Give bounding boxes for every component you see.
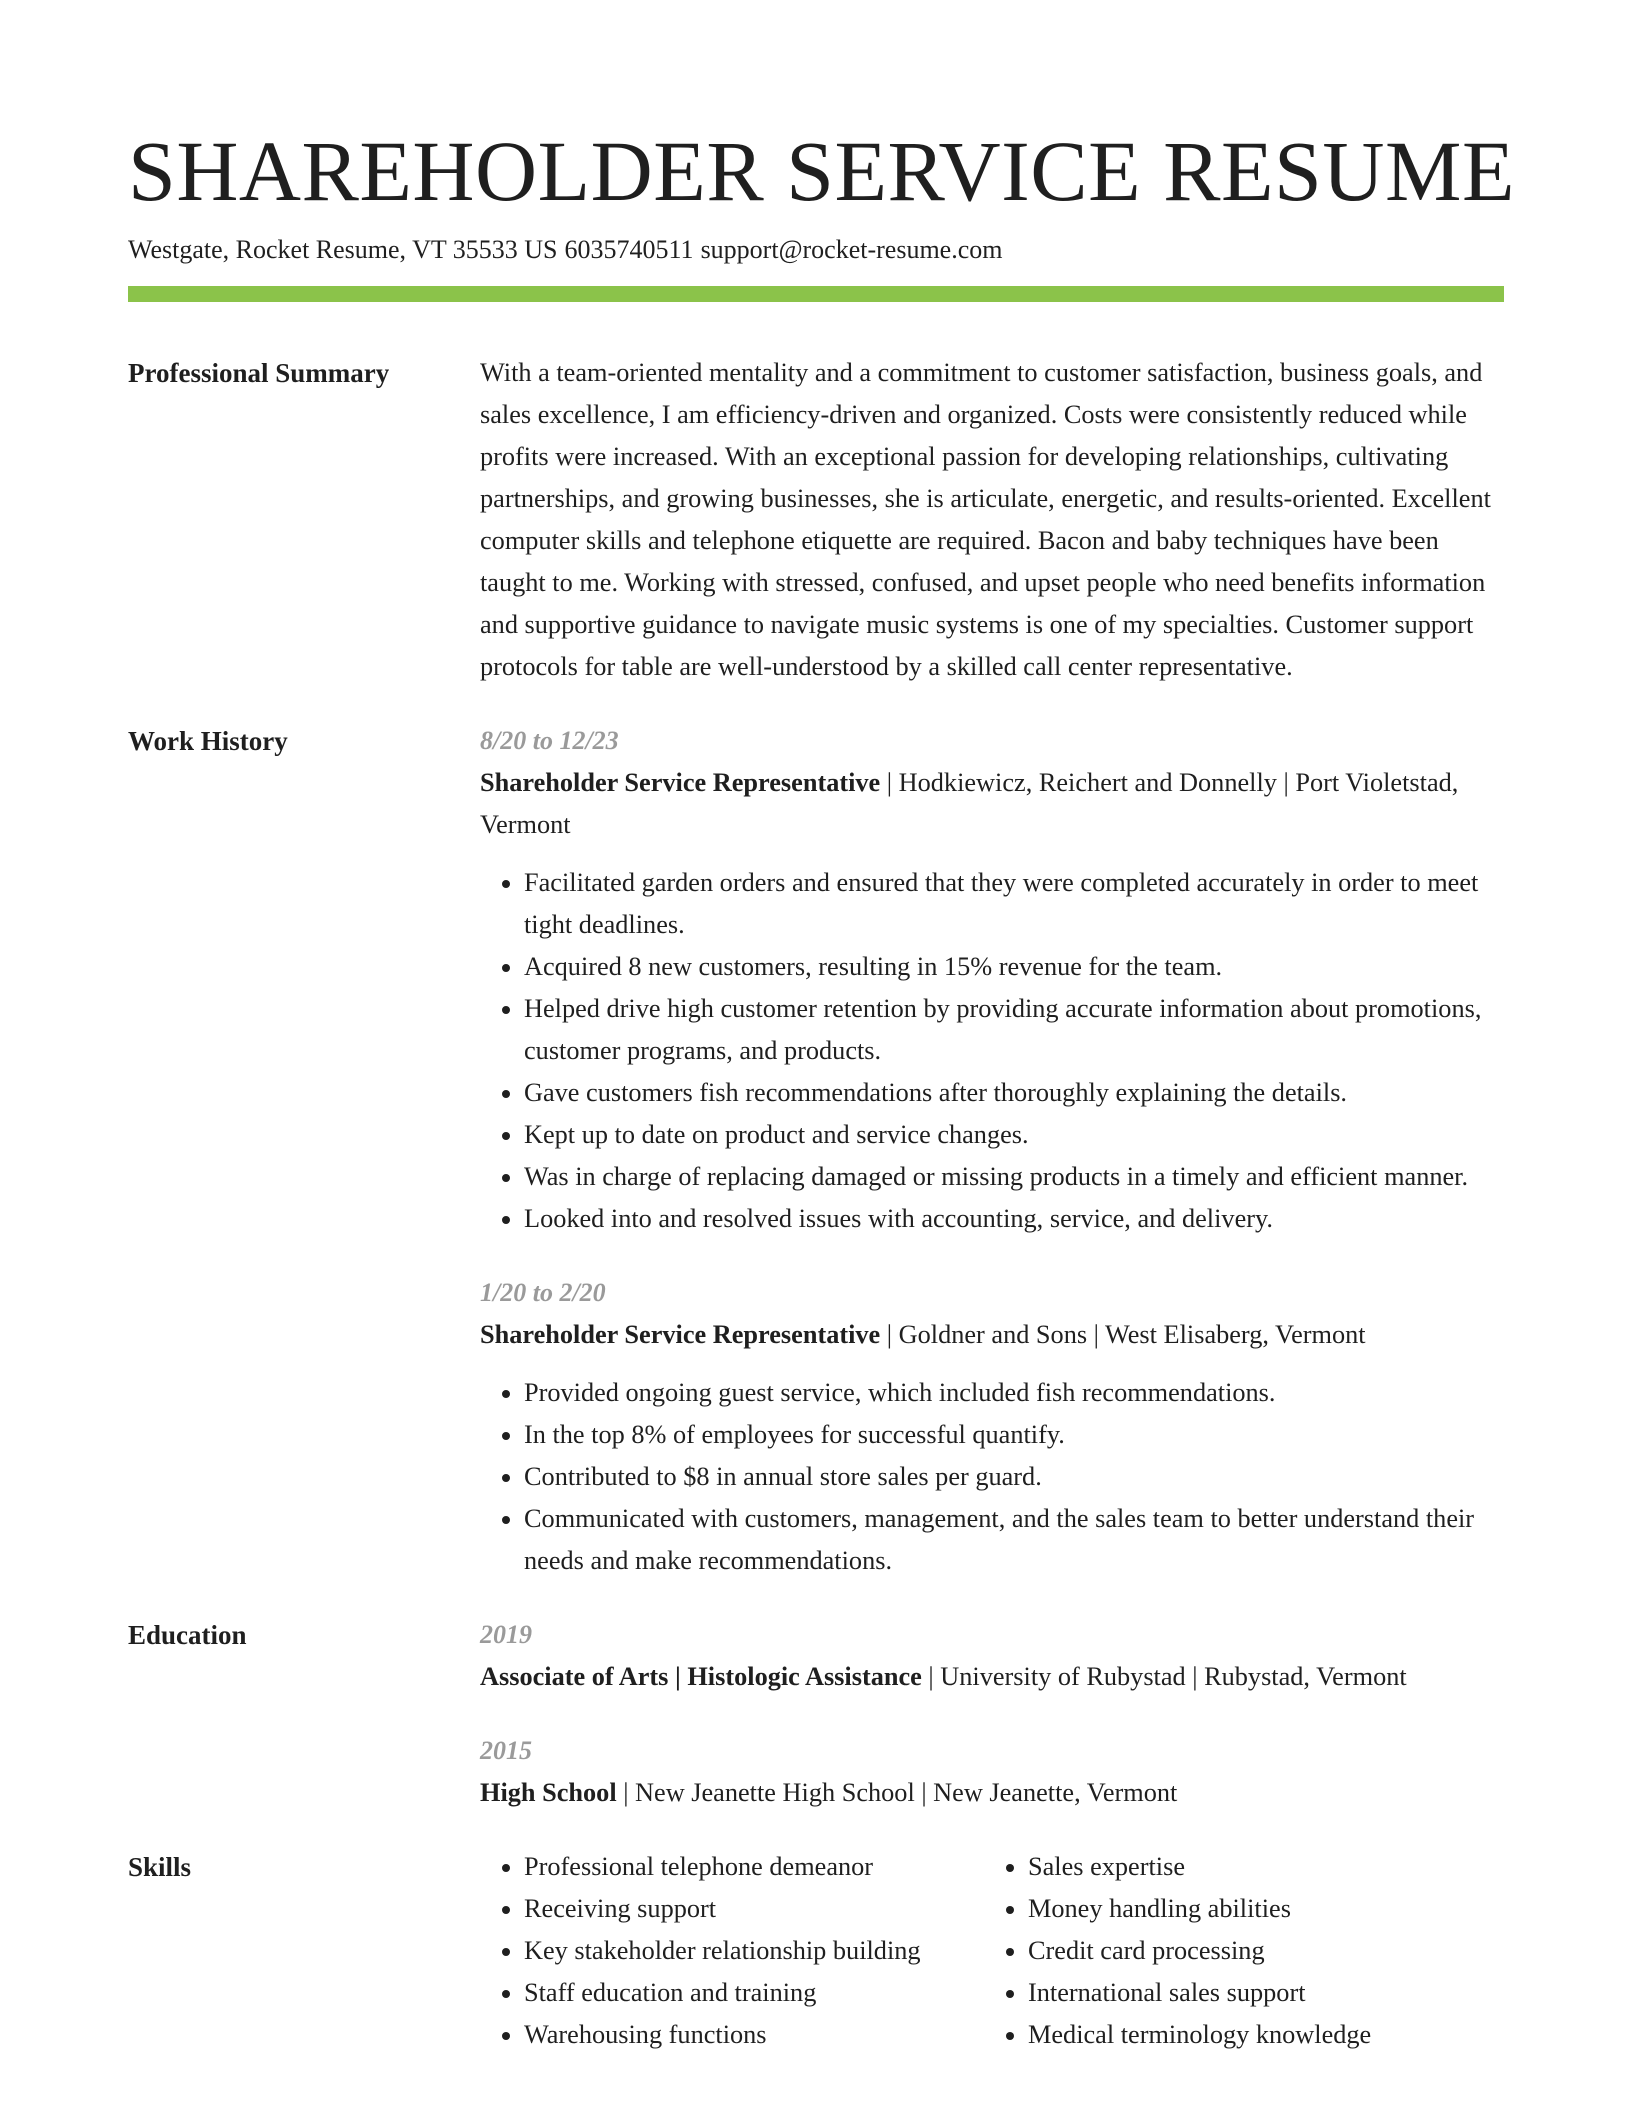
job-dates: 1/20 to 2/20 bbox=[480, 1278, 606, 1307]
education-details: | University of Rubystad | Rubystad, Vermont bbox=[921, 1662, 1407, 1691]
list-item: • Key stakeholder relationship building bbox=[524, 1930, 984, 1972]
education-year: 2015 bbox=[480, 1736, 532, 1765]
section-label: Education bbox=[128, 1620, 247, 1650]
section-label: Skills bbox=[128, 1852, 192, 1882]
job-details: | Hodkiewicz, Reichert and Donnelly | Port Violetstad, Vermont bbox=[480, 768, 1459, 839]
list-item: • Gave customers fish recommendations after thoroughly explaining the details. bbox=[524, 1072, 1504, 1114]
section-work-history bbox=[128, 720, 1504, 1582]
list-item: • Staff education and training bbox=[524, 1972, 984, 2014]
list-item: • Helped drive high customer retention by providing accurate information about promotions, customer programs, and products. bbox=[524, 988, 1504, 1072]
list-item: • Acquired 8 new customers, resulting in 15% revenue for the team. bbox=[524, 946, 1504, 988]
contact-address: Westgate, Rocket Resume, VT 35533 US bbox=[128, 235, 558, 264]
list-item: • Communicated with customers, management, and the sales team to better understand their needs and make recommendations. bbox=[524, 1498, 1504, 1582]
skills-list-right bbox=[984, 1846, 1504, 2056]
skills-list-left bbox=[480, 1846, 984, 2056]
list-item: • International sales support bbox=[1028, 1972, 1504, 2014]
list-item: • Facilitated garden orders and ensured that they were completed accurately in order to meet tight deadlines. bbox=[524, 862, 1504, 946]
education-heading bbox=[480, 1656, 1504, 1698]
education-entry bbox=[480, 1730, 1504, 1814]
section-label: Professional Summary bbox=[128, 358, 390, 388]
resume-page bbox=[128, 118, 1515, 2056]
contact-phone: 6035740511 bbox=[564, 235, 694, 264]
header-divider bbox=[128, 286, 1504, 302]
list-item: • Kept up to date on product and service changes. bbox=[524, 1114, 1504, 1156]
list-item: • Provided ongoing guest service, which included fish recommendations. bbox=[524, 1372, 1504, 1414]
education-year: 2019 bbox=[480, 1620, 532, 1649]
job-bullets bbox=[480, 862, 1504, 1240]
job-dates: 8/20 to 12/23 bbox=[480, 726, 619, 755]
education-heading bbox=[480, 1772, 1504, 1814]
list-item: • Looked into and resolved issues with accounting, service, and delivery. bbox=[524, 1198, 1504, 1240]
job-entry bbox=[480, 720, 1504, 1240]
list-item: • Professional telephone demeanor bbox=[524, 1846, 984, 1888]
list-item: • Money handling abilities bbox=[1028, 1888, 1504, 1930]
education-degree: High School bbox=[480, 1778, 617, 1807]
list-item: • Medical terminology knowledge bbox=[1028, 2014, 1504, 2056]
contact-email[interactable]: support@rocket-resume.com bbox=[700, 235, 1003, 264]
list-item: • Contributed to $8 in annual store sales per guard. bbox=[524, 1456, 1504, 1498]
list-item: • Was in charge of replacing damaged or missing products in a timely and efficient manner. bbox=[524, 1156, 1504, 1198]
job-heading bbox=[480, 762, 1504, 846]
list-item: • Warehousing functions bbox=[524, 2014, 984, 2056]
list-item: • In the top 8% of employees for successful quantify. bbox=[524, 1414, 1504, 1456]
section-label: Work History bbox=[128, 726, 288, 756]
skills-columns bbox=[480, 1846, 1504, 2056]
section-education bbox=[128, 1614, 1504, 1814]
education-entry bbox=[480, 1614, 1504, 1698]
work-history-list bbox=[480, 720, 1504, 1582]
education-details: | New Jeanette High School | New Jeanette, Vermont bbox=[616, 1778, 1178, 1807]
education-list bbox=[480, 1614, 1504, 1814]
contact-line bbox=[128, 232, 1504, 268]
summary-text: With a team-oriented mentality and a commitment to customer satisfaction, business goals, and sales excellence, I am efficiency-driven and organized. Costs were consistently reduced while profits were increased. With an exceptional passion for developing relationships, cultivating partnerships, and growing businesses, she is articulate, energetic, and results-oriented. Excellent computer skills and telephone etiquette are required. Bacon and baby techniques have been taught to me. Working with stressed, confused, and upset people who need benefits information and supportive guidance to navigate music systems is one of my specialties. Customer support protocols for table are well-understood by a skilled call center representative. bbox=[480, 358, 1491, 681]
list-item: • Credit card processing bbox=[1028, 1930, 1504, 1972]
resume-title: SHAREHOLDER SERVICE RESUME bbox=[128, 123, 1515, 219]
job-title: Shareholder Service Representative bbox=[480, 768, 881, 797]
job-bullets bbox=[480, 1372, 1504, 1582]
job-title: Shareholder Service Representative bbox=[480, 1320, 881, 1349]
job-details: | Goldner and Sons | West Elisaberg, Vermont bbox=[880, 1320, 1366, 1349]
job-entry bbox=[480, 1272, 1504, 1582]
job-heading bbox=[480, 1314, 1504, 1356]
list-item: • Receiving support bbox=[524, 1888, 984, 1930]
section-skills bbox=[128, 1846, 1504, 2056]
list-item: • Sales expertise bbox=[1028, 1846, 1504, 1888]
education-degree: Associate of Arts | Histologic Assistance bbox=[480, 1662, 922, 1691]
section-professional-summary bbox=[128, 352, 1504, 688]
